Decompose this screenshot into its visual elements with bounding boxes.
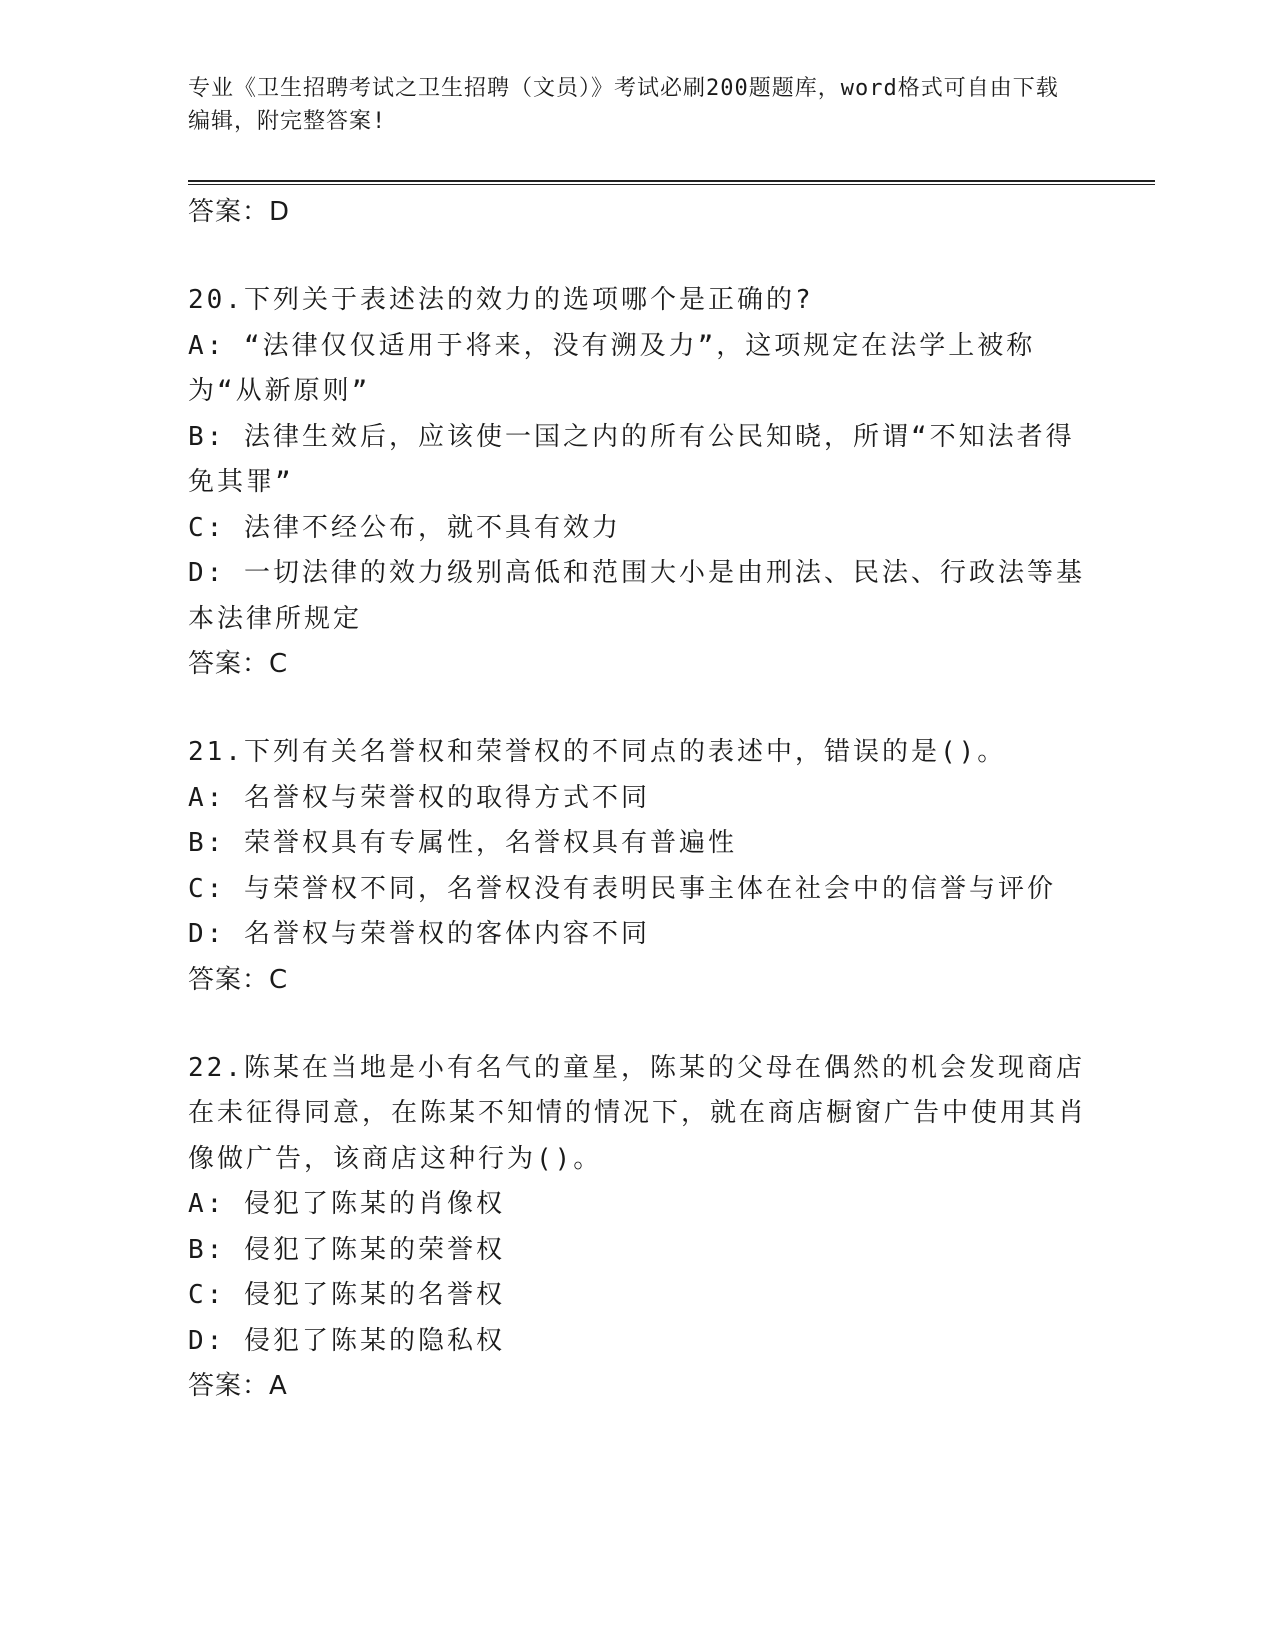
option-a: A: “法律仅仅适用于将来，没有溯及力”，这项规定在法学上被称为“从新原则” [188, 330, 1036, 406]
question-stem: 22.陈某在当地是小有名气的童星，陈某的父母在偶然的机会发现商店在未征得同意，在陈某不知情的情况下，就在商店橱窗广告中使用其肖像做广告，该商店这种行为()。 [188, 1052, 1088, 1174]
answer: 答案：C [188, 649, 289, 679]
option-c: C: 法律不经公布，就不具有效力 [188, 512, 621, 543]
answer: 答案：A [188, 1371, 288, 1401]
option-d: D: 侵犯了陈某的隐私权 [188, 1325, 505, 1356]
header-rule-thin [188, 184, 1155, 185]
option-d: D: 一切法律的效力级别高低和范围大小是由刑法、民法、行政法等基本法律所规定 [188, 558, 1085, 634]
option-b: B: 法律生效后，应该使一国之内的所有公民知晓，所谓“不知法者得免其罪” [188, 421, 1075, 497]
header-rule-thick [188, 180, 1155, 182]
option-d: D: 名誉权与荣誉权的客体内容不同 [188, 919, 650, 949]
option-b: B: 荣誉权具有专属性，名誉权具有普遍性 [188, 828, 737, 858]
option-c: C: 与荣誉权不同，名誉权没有表明民事主体在社会中的信誉与评价 [188, 873, 1056, 904]
question-stem: 20.下列关于表述法的效力的选项哪个是正确的? [188, 285, 814, 315]
question-21 [188, 730, 1088, 1002]
option-b: B: 侵犯了陈某的荣誉权 [188, 1234, 505, 1265]
option-a: A: 名誉权与荣誉权的取得方式不同 [188, 782, 650, 813]
option-a: A: 侵犯了陈某的肖像权 [188, 1189, 505, 1219]
answer: 答案：C [188, 964, 289, 995]
previous-answer: 答案：D [188, 197, 291, 227]
document-header: 专业《卫生招聘考试之卫生招聘（文员）》考试必刷200题题库，word格式可自由下载编辑，附完整答案! [188, 76, 1059, 134]
option-c: C: 侵犯了陈某的名誉权 [188, 1280, 505, 1310]
document-content [188, 190, 1088, 1408]
question-stem: 21.下列有关名誉权和荣誉权的不同点的表述中，错误的是()。 [188, 737, 1007, 767]
question-22 [188, 1046, 1088, 1409]
question-20 [188, 278, 1088, 686]
